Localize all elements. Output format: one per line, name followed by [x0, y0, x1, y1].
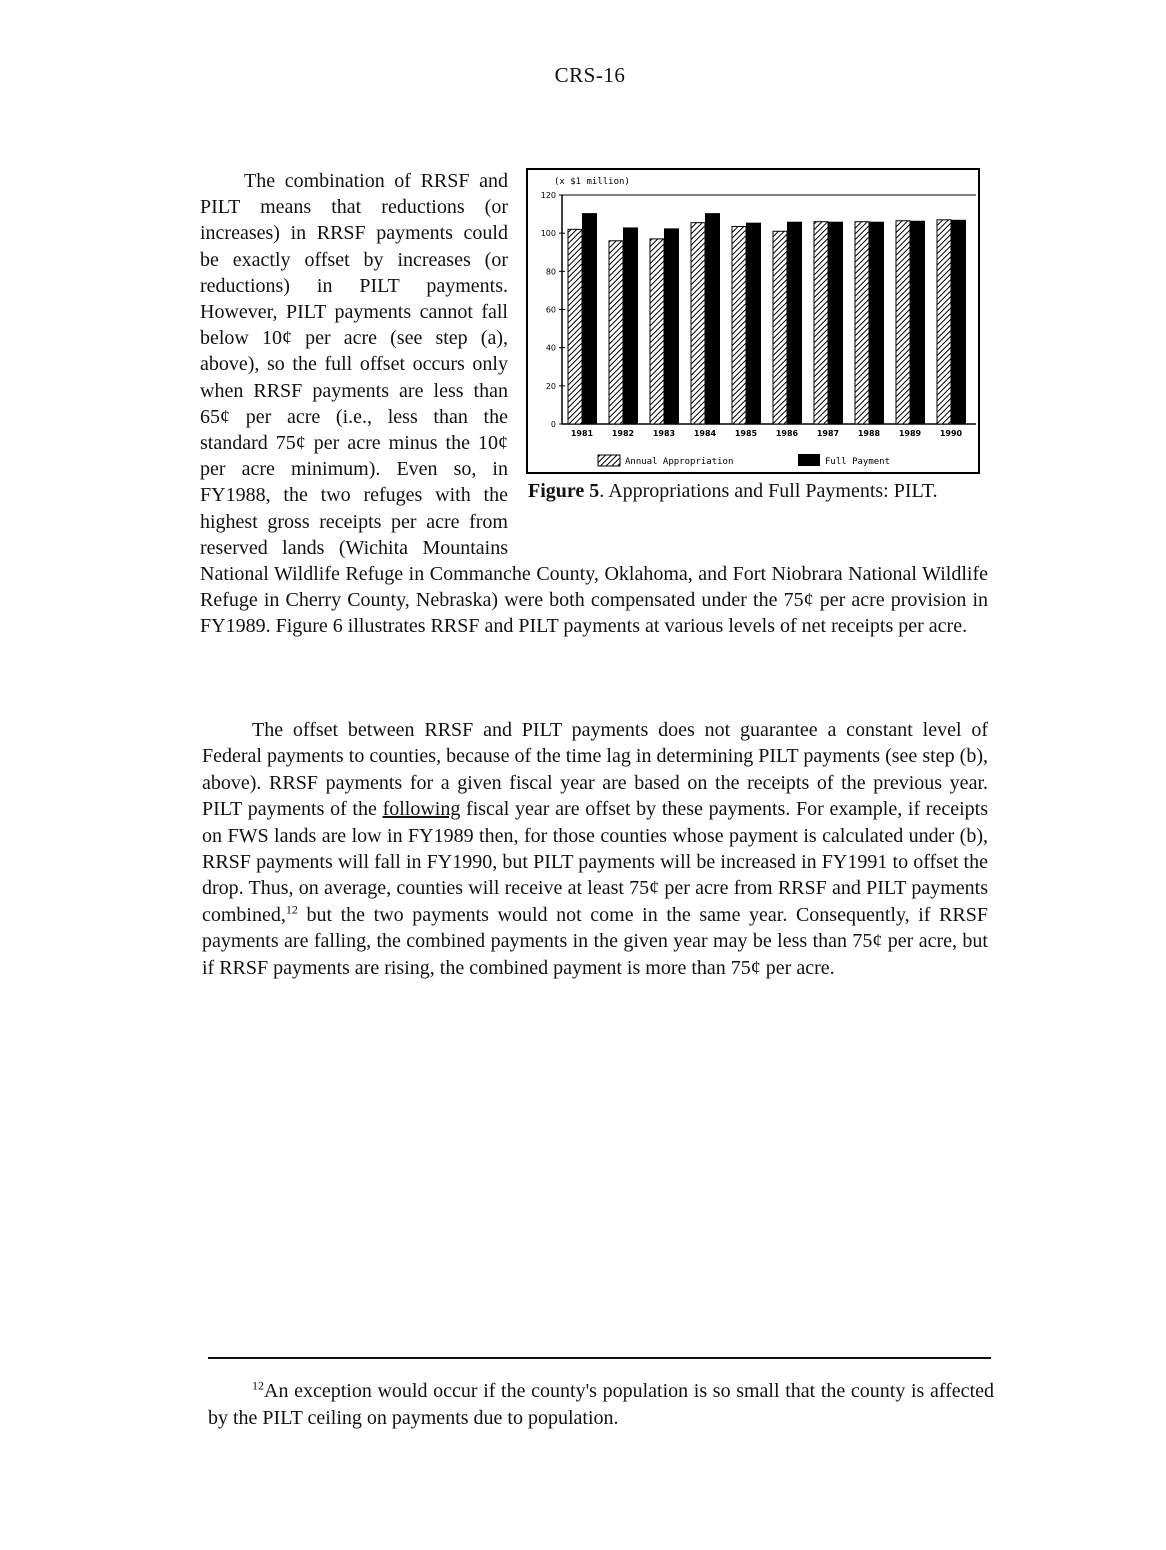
- bar-annual-appropriation-1985: [732, 226, 746, 424]
- bars-group: [568, 213, 966, 424]
- bar-full-payment-1985: [746, 223, 761, 424]
- x-tick-label-1983: 1983: [652, 429, 676, 438]
- page-header: CRS-16: [554, 63, 626, 87]
- bar-annual-appropriation-1981: [568, 229, 582, 424]
- y-tick-label: 120: [540, 191, 556, 200]
- bar-full-payment-1989: [910, 221, 925, 424]
- para2-text-a: The offset between RRSF and PILT payments does not guarantee a constant level of Federal payments to counties, because of the time lag in determining PILT payments (see step (b), above). RRSF payments for a given fiscal year are based on the receipts of the previous year. PILT payments of the: [202, 719, 988, 821]
- bar-annual-appropriation-1990: [937, 220, 951, 424]
- bar-annual-appropriation-1983: [650, 239, 664, 424]
- legend-swatch-full-payment: [798, 454, 820, 466]
- x-axis-labels: [571, 429, 963, 438]
- y-tick-label: 60: [545, 305, 556, 315]
- figure-5-chart: [526, 168, 980, 474]
- caption-text: . Appropriations and Full Payments: PILT.: [599, 480, 938, 502]
- y-tick-label: 80: [545, 267, 556, 277]
- legend-label-annual-appropriation: Annual Appropriation: [625, 457, 734, 467]
- para2-text-b: fiscal year are offset by these payments. For example, if receipts on FWS lands are low in FY1989 then, for those counties whose payment is calculated under (b), RRSF payments will fall in FY1990, but PILT payments will be increased in FY1991 to offset the drop. Thus, on average, counties will receive at least 75¢ per acre from RRSF and PILT payments combined,: [202, 798, 988, 926]
- bar-annual-appropriation-1982: [609, 241, 623, 424]
- bar-annual-appropriation-1987: [814, 222, 828, 424]
- y-tick-label: 20: [545, 381, 556, 391]
- bar-chart: [528, 170, 978, 472]
- bar-full-payment-1983: [664, 228, 679, 424]
- x-tick-label-1990: 1990: [939, 429, 963, 438]
- caption-label: Figure 5: [528, 480, 600, 502]
- bar-full-payment-1988: [869, 222, 884, 424]
- footnote-divider: [208, 1357, 991, 1359]
- figure-block: [526, 168, 988, 540]
- bar-full-payment-1987: [828, 222, 843, 424]
- bar-annual-appropriation-1986: [773, 231, 787, 424]
- y-tick-label: 0: [550, 420, 556, 429]
- footnote: [208, 1378, 994, 1432]
- bar-annual-appropriation-1984: [691, 223, 705, 424]
- bar-annual-appropriation-1989: [896, 221, 910, 424]
- bar-full-payment-1990: [951, 220, 966, 424]
- legend-label-full-payment: Full Payment: [825, 457, 891, 467]
- figure-caption: [528, 478, 988, 504]
- footnote-reference[interactable]: 12: [285, 902, 298, 917]
- bar-full-payment-1982: [623, 227, 638, 424]
- unit-label: (x $1 million): [554, 177, 630, 187]
- text-flow: [200, 168, 988, 640]
- para2-text-c: but the two payments would not come in the same year. Consequently, if RRSF payments are falling, the combined payments in the given year may be less than 75¢ per acre, but if RRSF payments are rising, the combined payment is more than 75¢ per acre.: [202, 903, 988, 979]
- y-tick-label: 100: [540, 229, 556, 239]
- bar-full-payment-1986: [787, 222, 802, 424]
- x-tick-label-1982: 1982: [611, 429, 635, 438]
- second-paragraph: [202, 717, 988, 981]
- bar-annual-appropriation-1988: [855, 222, 869, 424]
- x-tick-label-1985: 1985: [734, 429, 758, 438]
- bar-full-payment-1984: [705, 213, 720, 424]
- footnote-text: An exception would occur if the county's population is so small that the county is affected by the PILT ceiling on payments due to population.: [208, 1380, 994, 1429]
- x-tick-label-1984: 1984: [693, 429, 717, 438]
- footnote-number: 12: [252, 1378, 264, 1393]
- x-tick-label-1987: 1987: [816, 429, 840, 438]
- continuation-text: refuges with the highest gross receipts per acre from reserved lands (Wichita Mountains National Wildlife Refuge in Commanche County, Oklahoma, and Fort Niobrara National Wildlife Refuge in Cherry County, Nebraska) were both compensated under the 75¢ per acre provision in FY1989. Figure 6 illustrates RRSF and PILT payments at various levels of net receipts per acre.: [200, 484, 988, 638]
- legend-swatch-annual-appropriation: [598, 455, 620, 466]
- intro-paragraph: The combination of RRSF and PILT means that reductions (or increases) in RRSF payments could be exactly offset by increases (or reductions) in PILT payments. However, PILT payments cannot fall below 10¢ per acre (see step (a), above), so the full offset occurs only when RRSF payments are less than 65¢ per acre (i.e., less than the standard 75¢ per acre minus the 10¢ per acre minimum). Even so, in FY1988, the two: [200, 170, 508, 507]
- x-tick-label-1986: 1986: [775, 429, 799, 438]
- y-tick-label: 40: [545, 343, 556, 353]
- para2-underlined-word: following: [382, 798, 461, 821]
- x-tick-label-1988: 1988: [857, 429, 881, 438]
- x-tick-label-1989: 1989: [898, 429, 922, 438]
- legend: [598, 454, 890, 467]
- bar-full-payment-1981: [582, 213, 597, 424]
- x-tick-label-1981: 1981: [570, 429, 594, 438]
